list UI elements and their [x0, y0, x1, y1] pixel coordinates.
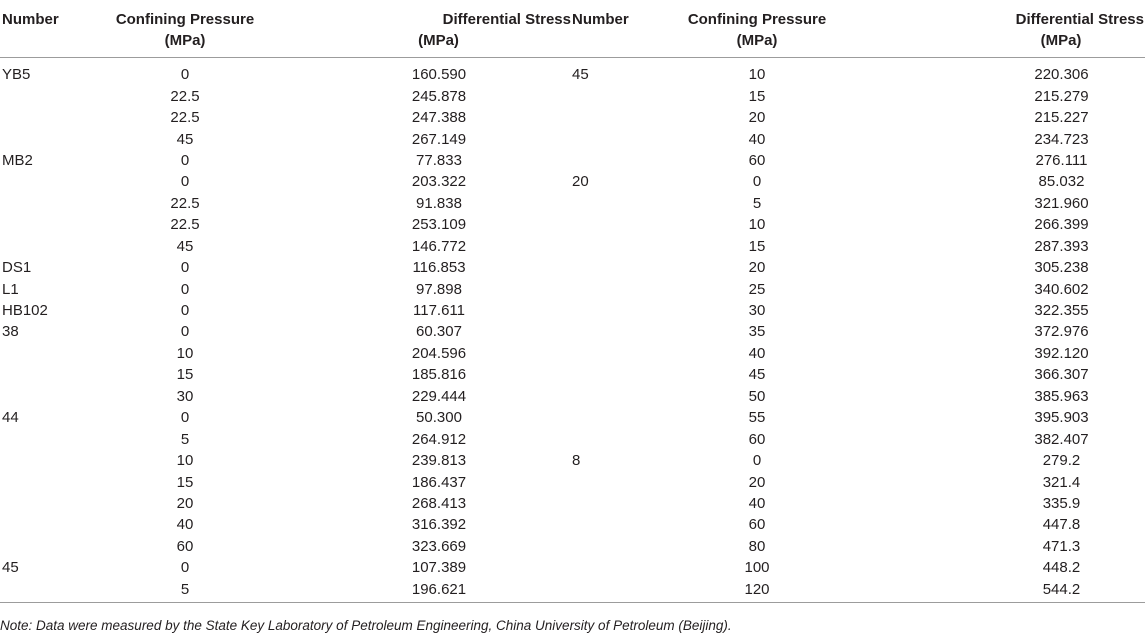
cell-confining-pressure-2: 40 [748, 344, 766, 362]
cell-number [0, 428, 110, 449]
cell-differential-stress-2: 335.9 [1042, 494, 1081, 512]
cell-differential-stress-2: 220.306 [1034, 66, 1089, 84]
cell-differential-stress: 268.413 [411, 494, 467, 512]
cell-confining-pressure: 22.5 [170, 109, 200, 127]
cell-differential-stress-2: 215.279 [1034, 87, 1089, 105]
header-confining-pressure-line2: (MPa) [164, 32, 206, 49]
cell-number-2 [572, 514, 682, 535]
cell-confining-pressure-2: 20 [748, 473, 766, 491]
cell-confining-pressure-2: 50 [748, 387, 766, 405]
cell-differential-stress: 203.322 [411, 173, 467, 191]
cell-number [0, 107, 110, 128]
cell-number-2 [572, 236, 682, 257]
cell-confining-pressure-2: 40 [748, 494, 766, 512]
cell-number-2: 8 [572, 452, 581, 470]
table-row [0, 471, 1145, 492]
table-row [0, 407, 1145, 428]
cell-differential-stress: 204.596 [411, 344, 467, 362]
cell-confining-pressure-2: 10 [748, 66, 766, 84]
cell-differential-stress-2: 234.723 [1034, 130, 1089, 148]
cell-confining-pressure: 0 [180, 259, 190, 277]
cell-number [0, 193, 110, 214]
table-row [0, 193, 1145, 214]
header-confining-pressure [110, 1, 260, 58]
cell-confining-pressure: 0 [180, 66, 190, 84]
cell-differential-stress: 107.389 [411, 559, 467, 577]
table-row [0, 321, 1145, 342]
cell-number: 45 [2, 559, 19, 577]
cell-confining-pressure: 0 [180, 302, 190, 320]
table-row [0, 493, 1145, 514]
cell-confining-pressure-2: 25 [748, 280, 766, 298]
cell-number-2 [572, 579, 682, 603]
cell-confining-pressure: 22.5 [170, 216, 200, 234]
table-row [0, 579, 1145, 603]
cell-confining-pressure-2: 60 [748, 516, 766, 534]
table-note: Note: Data were measured by the State Key Laboratory of Petroleum Engineering, China University of Petroleum (Beijing). [0, 618, 732, 633]
cell-confining-pressure-2: 55 [748, 409, 766, 427]
header-number [0, 1, 110, 58]
table-row [0, 300, 1145, 321]
cell-differential-stress: 77.833 [416, 151, 462, 169]
cell-number [0, 85, 110, 106]
header-confining-pressure-2-line2: (MPa) [736, 32, 778, 49]
cell-differential-stress-2: 287.393 [1034, 237, 1089, 255]
cell-differential-stress-2: 266.399 [1034, 216, 1089, 234]
cell-number [0, 471, 110, 492]
cell-differential-stress: 160.590 [411, 66, 467, 84]
cell-differential-stress: 316.392 [411, 516, 467, 534]
header-number-line1: Number [2, 11, 59, 28]
header-differential-stress-2 [832, 1, 1145, 58]
cell-number [0, 343, 110, 364]
cell-confining-pressure-2: 5 [752, 194, 762, 212]
table-row [0, 236, 1145, 257]
cell-differential-stress-2: 305.238 [1034, 259, 1089, 277]
header-differential-stress-line2: (MPa) [418, 32, 459, 49]
cell-differential-stress-2: 279.2 [1042, 452, 1081, 470]
cell-differential-stress-2: 321.4 [1042, 473, 1081, 491]
cell-confining-pressure: 45 [176, 130, 194, 148]
cell-confining-pressure-2: 15 [748, 237, 766, 255]
cell-differential-stress: 117.611 [413, 302, 465, 320]
table-row [0, 278, 1145, 299]
cell-differential-stress-2: 385.963 [1034, 387, 1089, 405]
table-row [0, 171, 1145, 192]
cell-confining-pressure: 40 [176, 516, 194, 534]
cell-number [0, 214, 110, 235]
cell-confining-pressure-2: 20 [748, 109, 766, 127]
cell-number-2 [572, 364, 682, 385]
cell-number [0, 386, 110, 407]
cell-confining-pressure: 60 [176, 537, 194, 555]
cell-number-2: 45 [572, 66, 589, 84]
cell-number-2 [572, 493, 682, 514]
table-row [0, 343, 1145, 364]
cell-confining-pressure-2: 45 [748, 366, 766, 384]
header-row [0, 1, 1145, 58]
cell-number-2 [572, 407, 682, 428]
cell-confining-pressure: 45 [176, 237, 194, 255]
cell-number-2 [572, 386, 682, 407]
header-differential-stress-line1: Differential Stress [442, 11, 571, 28]
header-number-2 [572, 1, 682, 58]
cell-number: L1 [2, 280, 19, 298]
cell-number [0, 171, 110, 192]
cell-confining-pressure-2: 60 [748, 151, 766, 169]
cell-number [0, 364, 110, 385]
cell-number-2 [572, 343, 682, 364]
cell-number [0, 236, 110, 257]
cell-number-2 [572, 278, 682, 299]
cell-number: 38 [2, 323, 19, 341]
cell-differential-stress-2: 382.407 [1034, 430, 1089, 448]
cell-number-2: 20 [572, 173, 589, 191]
table-row [0, 257, 1145, 278]
table-row [0, 428, 1145, 449]
cell-differential-stress-2: 321.960 [1034, 194, 1089, 212]
cell-differential-stress-2: 448.2 [1042, 559, 1081, 577]
header-confining-pressure-2-line1: Confining Pressure [687, 11, 827, 28]
cell-number [0, 536, 110, 557]
cell-confining-pressure: 0 [180, 151, 190, 169]
cell-confining-pressure: 15 [176, 366, 194, 384]
cell-differential-stress: 264.912 [411, 430, 467, 448]
cell-differential-stress-2: 276.111 [1035, 151, 1088, 169]
cell-number-2 [572, 107, 682, 128]
cell-number: 44 [2, 409, 19, 427]
cell-differential-stress: 116.853 [412, 259, 466, 277]
cell-differential-stress-2: 322.355 [1034, 302, 1089, 320]
header-confining-pressure-line1: Confining Pressure [115, 11, 255, 28]
table-body [0, 58, 1145, 603]
table-row [0, 85, 1145, 106]
table-row [0, 128, 1145, 149]
cell-differential-stress: 97.898 [416, 280, 462, 298]
cell-differential-stress-2: 395.903 [1034, 409, 1089, 427]
cell-differential-stress: 245.878 [411, 87, 467, 105]
table-row [0, 107, 1145, 128]
table-row [0, 450, 1145, 471]
cell-number-2 [572, 428, 682, 449]
table-row [0, 150, 1145, 171]
cell-confining-pressure: 10 [176, 344, 194, 362]
cell-differential-stress: 239.813 [411, 452, 467, 470]
cell-confining-pressure: 20 [176, 494, 194, 512]
cell-number-2 [572, 150, 682, 171]
cell-confining-pressure: 0 [180, 323, 190, 341]
cell-confining-pressure-2: 15 [748, 87, 766, 105]
cell-number: DS1 [2, 259, 32, 277]
cell-number [0, 128, 110, 149]
cell-differential-stress-2: 447.8 [1042, 516, 1081, 534]
cell-differential-stress: 50.300 [416, 409, 462, 427]
header-differential-stress-2-line2: (MPa) [1040, 32, 1082, 49]
header-number-2-line1: Number [572, 11, 629, 28]
table-row [0, 557, 1145, 578]
cell-differential-stress: 185.816 [411, 366, 467, 384]
cell-number-2 [572, 193, 682, 214]
cell-differential-stress-2: 366.307 [1034, 366, 1089, 384]
cell-differential-stress: 253.109 [411, 216, 467, 234]
cell-number: MB2 [2, 151, 33, 169]
cell-differential-stress: 186.437 [411, 473, 467, 491]
cell-confining-pressure: 22.5 [170, 87, 200, 105]
cell-confining-pressure-2: 0 [752, 173, 762, 191]
table-row [0, 58, 1145, 86]
cell-number-2 [572, 536, 682, 557]
cell-confining-pressure-2: 100 [744, 559, 770, 577]
cell-differential-stress: 60.307 [416, 323, 462, 341]
cell-differential-stress: 323.669 [411, 537, 467, 555]
cell-confining-pressure: 0 [180, 409, 190, 427]
cell-confining-pressure: 15 [176, 473, 194, 491]
cell-confining-pressure: 22.5 [170, 194, 200, 212]
cell-number [0, 493, 110, 514]
cell-confining-pressure-2: 80 [748, 537, 766, 555]
cell-confining-pressure: 5 [180, 430, 190, 448]
cell-confining-pressure-2: 0 [752, 452, 762, 470]
table-row [0, 214, 1145, 235]
table-row [0, 364, 1145, 385]
cell-confining-pressure-2: 20 [748, 259, 766, 277]
cell-number-2 [572, 214, 682, 235]
cell-number-2 [572, 557, 682, 578]
cell-confining-pressure-2: 30 [748, 302, 766, 320]
cell-number: YB5 [2, 66, 31, 84]
cell-confining-pressure: 10 [176, 452, 194, 470]
cell-confining-pressure: 0 [180, 280, 190, 298]
cell-confining-pressure-2: 60 [748, 430, 766, 448]
header-differential-stress [260, 1, 572, 58]
cell-confining-pressure-2: 10 [748, 216, 766, 234]
cell-number [0, 514, 110, 535]
cell-confining-pressure-2: 35 [748, 323, 766, 341]
cell-confining-pressure-2: 120 [682, 579, 832, 603]
cell-confining-pressure: 0 [180, 173, 190, 191]
cell-number-2 [572, 471, 682, 492]
cell-confining-pressure-2: 40 [748, 130, 766, 148]
cell-differential-stress-2: 372.976 [1034, 323, 1089, 341]
cell-number-2 [572, 128, 682, 149]
table-row [0, 514, 1145, 535]
cell-number [0, 579, 110, 603]
cell-differential-stress: 146.772 [411, 237, 467, 255]
cell-number: HB102 [2, 302, 48, 320]
table-row [0, 386, 1145, 407]
cell-confining-pressure: 0 [180, 559, 190, 577]
cell-differential-stress-2: 392.120 [1034, 344, 1089, 362]
cell-differential-stress-2: 215.227 [1034, 109, 1089, 127]
cell-differential-stress: 229.444 [411, 387, 467, 405]
cell-differential-stress: 196.621 [260, 579, 572, 603]
cell-differential-stress-2: 340.602 [1034, 280, 1089, 298]
cell-number-2 [572, 321, 682, 342]
header-confining-pressure-2 [682, 1, 832, 58]
table-row [0, 536, 1145, 557]
cell-number [0, 450, 110, 471]
header-differential-stress-2-line1: Differential Stress [1015, 11, 1144, 28]
cell-differential-stress: 247.388 [411, 109, 467, 127]
cell-differential-stress-2: 544.2 [832, 579, 1145, 603]
cell-confining-pressure: 30 [176, 387, 194, 405]
cell-differential-stress: 91.838 [416, 194, 462, 212]
cell-number-2 [572, 85, 682, 106]
cell-differential-stress-2: 85.032 [1038, 173, 1085, 191]
table-header [0, 1, 1145, 58]
cell-differential-stress-2: 471.3 [1042, 537, 1081, 555]
cell-differential-stress: 267.149 [411, 130, 467, 148]
cell-number-2 [572, 300, 682, 321]
cell-confining-pressure: 5 [110, 579, 260, 603]
cell-number-2 [572, 257, 682, 278]
